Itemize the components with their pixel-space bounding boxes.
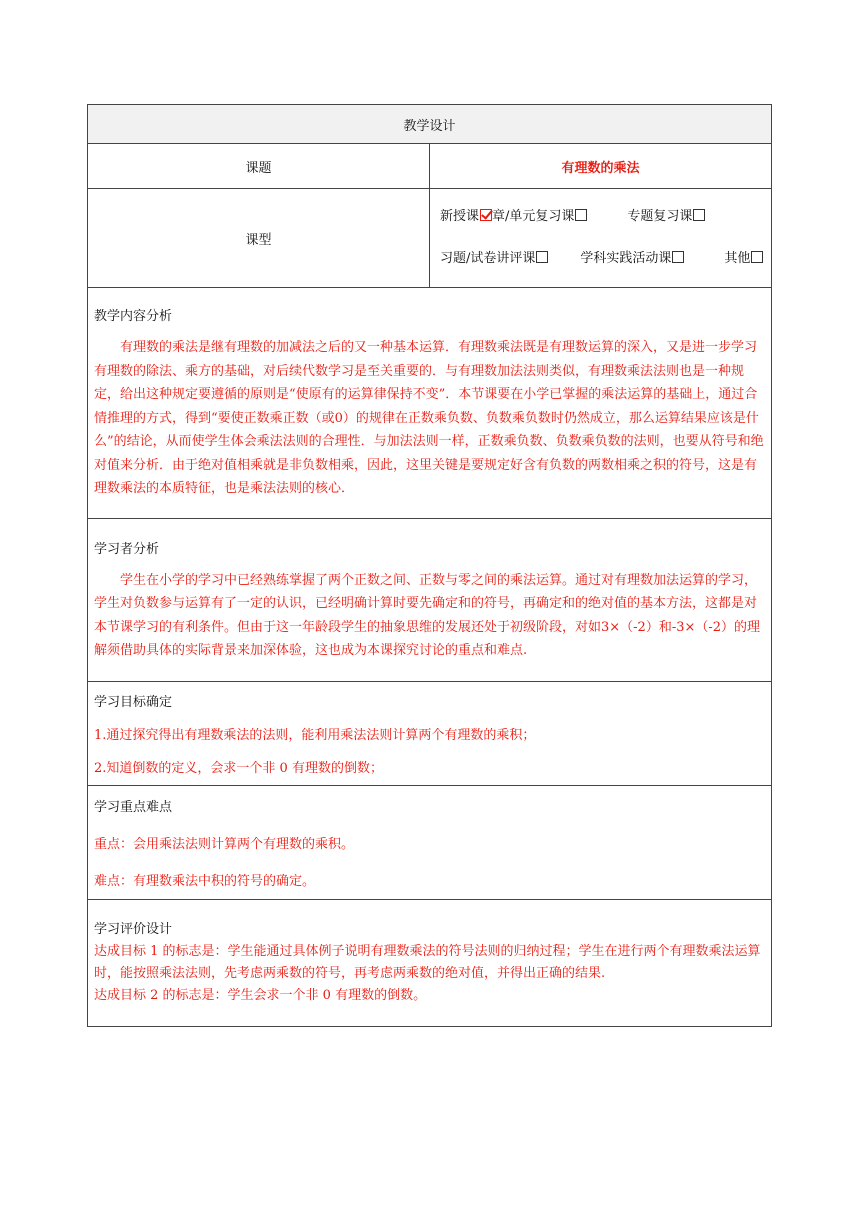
table-header: 教学设计	[88, 105, 772, 144]
option-label: 学科实践活动课	[580, 251, 672, 266]
evaluation-title: 学习评价设计	[94, 922, 173, 937]
checkbox-icon[interactable]	[536, 251, 548, 263]
lesson-type-label: 课型	[88, 189, 430, 288]
checkbox-icon[interactable]	[672, 251, 684, 263]
objective-item-2: 2.知道倒数的定义，会求一个非 0 有理数的倒数；	[94, 761, 383, 776]
key-points-section	[88, 786, 772, 900]
objectives-section	[88, 682, 772, 786]
option-practice-activity[interactable]	[580, 251, 684, 266]
evaluation-item-1: 达成目标 1 的标志是：学生能通过具体例子说明有理数乘法的符号法则的归纳过程；学生在进行两个有理数乘法运算时，能按照乘法法则，先考虑两乘数的符号，再考虑两乘数的绝对值，并得出正确的结果.	[94, 944, 761, 981]
option-label: 新授课	[440, 209, 480, 224]
checkbox-icon[interactable]	[751, 251, 763, 263]
option-topic-review[interactable]	[627, 209, 705, 224]
key-points-title: 学习重点难点	[94, 800, 173, 815]
lesson-type-row-1	[430, 207, 771, 227]
difficulty-text: 难点：有理数乘法中积的符号的确定。	[94, 874, 316, 889]
lesson-type-options	[430, 189, 772, 288]
learner-analysis-section	[88, 519, 772, 682]
option-unit-review[interactable]	[492, 209, 587, 224]
option-exercise-review[interactable]	[440, 251, 548, 266]
content-analysis-title: 教学内容分析	[94, 309, 173, 325]
evaluation-section	[88, 900, 772, 1027]
checkbox-icon[interactable]	[693, 209, 705, 221]
checked-box-icon[interactable]	[480, 209, 492, 221]
option-label: 习题/试卷讲评课	[440, 251, 536, 266]
learner-analysis-text: 学生在小学的学习中已经熟练掌握了两个正数之间、正数与零之间的乘法运算。通过对有理数加法运算的学习，学生对负数参与运算有了一定的认识，已经明确计算时要先确定和的符号，再确定和的绝对值的基本方法，这都是对本节课学习的有利条件。但由于这一年龄段学生的抽象思维的发展还处于初级阶段，对如3×（-2）和-3×（-2）的理解须借助具体的实际背景来加深体验，这也成为本课探究讨论的重点和难点.	[94, 572, 761, 658]
option-label: 专题复习课	[627, 209, 693, 224]
option-new-lesson[interactable]	[440, 209, 492, 224]
evaluation-item-2: 达成目标 2 的标志是：学生会求一个非 0 有理数的倒数。	[94, 988, 427, 1003]
option-label: 章/单元复习课	[492, 209, 575, 224]
objectives-title: 学习目标确定	[94, 695, 173, 710]
lesson-type-row-2	[430, 249, 771, 269]
key-point-text: 重点：会用乘法法则计算两个有理数的乘积。	[94, 837, 355, 852]
lesson-design-table	[87, 104, 772, 1027]
checkbox-icon[interactable]	[575, 209, 587, 221]
learner-analysis-title: 学习者分析	[94, 541, 160, 557]
topic-value: 有理数的乘法	[430, 144, 772, 189]
objective-item-1: 1.通过探究得出有理数乘法的法则，能利用乘法法则计算两个有理数的乘积；	[94, 728, 536, 743]
option-label: 其他	[724, 251, 751, 266]
lesson-design-page	[87, 104, 772, 1027]
content-analysis-section	[88, 288, 772, 519]
topic-label: 课题	[88, 144, 430, 189]
option-other[interactable]	[724, 251, 763, 266]
content-analysis-text: 有理数的乘法是继有理数的加减法之后的又一种基本运算．有理数乘法既是有理数运算的深入，又是进一步学习有理数的除法、乘方的基础，对后续代数学习是至关重要的．与有理数加法法则类似，有理数乘法法则也是一种规定，给出这种规定要遵循的原则是“使原有的运算律保持不变”．本节课要在小学已掌握的乘法运算的基础上，通过合情推理的方式，得到“要使正数乘正数（或0）的规律在正数乘负数、负数乘负数时仍然成立，那么运算结果应该是什么”的结论，从而使学生体会乘法法则的合理性．与加法法则一样，正数乘负数、负数乘负数的法则，也要从符号和绝对值来分析．由于绝对值相乘就是非负数相乘，因此，这里关键是要规定好含有负数的两数相乘之积的符号，这是有理数乘法的本质特征，也是乘法法则的核心．	[94, 340, 764, 497]
